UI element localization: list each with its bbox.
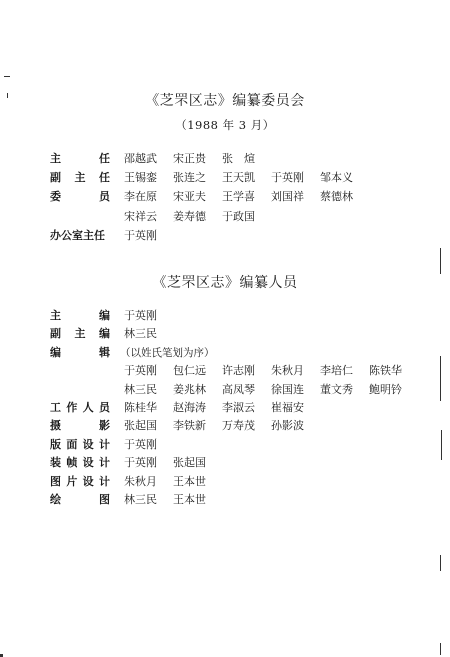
staff-role-char: 编 xyxy=(99,309,110,322)
staff-person-name: 张起国 xyxy=(173,456,206,470)
committee-person-name: 王锡銮 xyxy=(124,171,157,185)
staff-person-name: 包仁远 xyxy=(173,364,206,378)
committee-date: （1988 年 3 月） xyxy=(175,118,275,132)
committee-person-name: 于英刚 xyxy=(124,228,157,242)
committee-person-name: 姜寿德 xyxy=(173,209,206,223)
staff-person-name: 于英刚 xyxy=(124,309,157,322)
staff-role xyxy=(50,437,110,453)
staff-person-name: 张起国 xyxy=(124,419,157,433)
staff-person-name: 林三民 xyxy=(124,327,157,341)
staff-person-name: 李培仁 xyxy=(320,364,353,378)
committee-role-char: 办公室主任 xyxy=(50,228,105,242)
staff-person-name: 于英刚 xyxy=(124,437,157,451)
scan-mark xyxy=(440,643,441,655)
committee-person-name: 于英刚 xyxy=(271,171,304,185)
committee-person-name: 张 煊 xyxy=(222,152,255,165)
staff-person-name: 万寿茂 xyxy=(222,419,255,433)
staff-role xyxy=(50,474,110,490)
staff-person-name: 王本世 xyxy=(173,474,206,488)
committee-person-name: 王学喜 xyxy=(222,190,255,204)
staff-person-name: 朱秋月 xyxy=(271,364,304,378)
committee-person-name: 李在原 xyxy=(124,190,157,204)
committee-person-name: 宋祥云 xyxy=(124,209,157,223)
staff-role-char: 影 xyxy=(99,419,110,433)
staff-person-name: 李铁新 xyxy=(173,419,206,433)
committee-person-name: 于政国 xyxy=(222,209,255,223)
committee-role-char: 主 xyxy=(74,171,86,185)
staff-person-name: 林三民 xyxy=(124,382,157,396)
staff-role-char: 设 xyxy=(82,456,94,470)
staff-role xyxy=(50,418,110,434)
staff-person-name: 姜兆林 xyxy=(173,382,206,396)
committee-title: 《芝罘区志》编纂委员会 xyxy=(145,93,305,109)
committee-person-name: 蔡德林 xyxy=(320,190,353,204)
staff-role-char: 辑 xyxy=(99,345,110,359)
scan-mark xyxy=(4,76,10,77)
scan-mark xyxy=(440,555,441,571)
staff-person-name: 董文秀 xyxy=(320,382,353,396)
staff-role-char: 装 xyxy=(50,456,61,470)
staff-person-name: 朱秋月 xyxy=(124,474,157,488)
staff-role-char: 片 xyxy=(66,474,78,488)
staff-role-char: 面 xyxy=(66,437,78,451)
committee-role-char: 副 xyxy=(50,171,61,185)
staff-role-char: 版 xyxy=(50,437,61,451)
staff-person-name: 于英刚 xyxy=(124,456,157,470)
committee-role-char: 任 xyxy=(99,171,110,185)
staff-person-name: 陈桂华 xyxy=(124,401,157,414)
committee-person-name: 邹本义 xyxy=(320,171,353,185)
staff-role-char: 帧 xyxy=(66,456,78,470)
committee-person-name: 邵越武 xyxy=(124,152,157,165)
staff-role-char: 设 xyxy=(82,437,94,451)
committee-role-char: 委 xyxy=(50,190,61,204)
staff-person-name: 于英刚 xyxy=(124,364,157,378)
staff-role-char: 图 xyxy=(99,493,110,506)
scan-mark xyxy=(441,430,442,460)
committee-role-char: 任 xyxy=(99,152,110,165)
scan-mark xyxy=(440,356,441,401)
committee-person-name: 宋亚夫 xyxy=(173,190,206,204)
staff-role-char: 编 xyxy=(50,345,61,359)
staff-role xyxy=(50,308,110,324)
staff-role xyxy=(50,455,110,471)
staff-role-char: 摄 xyxy=(50,419,61,433)
committee-role xyxy=(50,228,130,244)
staff-role-char: 计 xyxy=(98,474,110,488)
committee-role xyxy=(50,151,110,167)
committee-role-char: 主 xyxy=(50,152,61,165)
staff-person-name: 陈铁华 xyxy=(369,364,402,378)
committee-person-name: 王天凯 xyxy=(222,171,255,185)
committee-person-name: 张连之 xyxy=(173,171,206,185)
committee-person-name: 刘国祥 xyxy=(271,190,304,204)
staff-role-char: 图 xyxy=(50,474,61,488)
staff-person-name: 崔福安 xyxy=(271,401,304,414)
staff-role xyxy=(50,400,110,416)
staff-role-char: 计 xyxy=(98,437,110,451)
committee-role xyxy=(50,170,110,186)
staff-role-char: 编 xyxy=(99,327,110,341)
staff-role-char: 主 xyxy=(74,327,86,341)
staff-role xyxy=(50,492,110,508)
committee-person-name: 宋正贵 xyxy=(173,152,206,165)
staff-role-char: 设 xyxy=(82,474,94,488)
staff-person-name: 林三民 xyxy=(124,493,157,506)
staff-role-char: 副 xyxy=(50,327,61,341)
staff-person-name: 徐国连 xyxy=(271,382,304,396)
committee-role-char: 员 xyxy=(99,190,110,204)
staff-role xyxy=(50,326,110,342)
staff-role-char: 主 xyxy=(50,309,61,322)
staff-person-name: 孙影波 xyxy=(271,419,304,433)
staff-role-char: 绘 xyxy=(50,493,61,506)
staff-person-name: 许志刚 xyxy=(222,364,255,378)
staff-role-char: 作 xyxy=(66,401,78,414)
staff-role xyxy=(50,345,110,361)
staff-role-char: 人 xyxy=(82,401,94,414)
staff-role-char: 计 xyxy=(98,456,110,470)
staff-person-name: 高凤琴 xyxy=(222,382,255,396)
staff-role-char: 员 xyxy=(98,401,110,414)
staff-role-char: 工 xyxy=(50,401,61,414)
committee-role xyxy=(50,189,110,205)
staff-person-name: 鲍明钤 xyxy=(369,382,402,396)
staff-person-name: 李淑云 xyxy=(222,401,255,414)
staff-person-name: 赵海涛 xyxy=(173,401,206,414)
staff-person-name: 王本世 xyxy=(173,493,206,506)
staff-note: （以姓氏笔划为序） xyxy=(120,346,215,359)
scan-mark xyxy=(440,248,441,274)
staff-title: 《芝罘区志》编纂人员 xyxy=(152,275,298,291)
